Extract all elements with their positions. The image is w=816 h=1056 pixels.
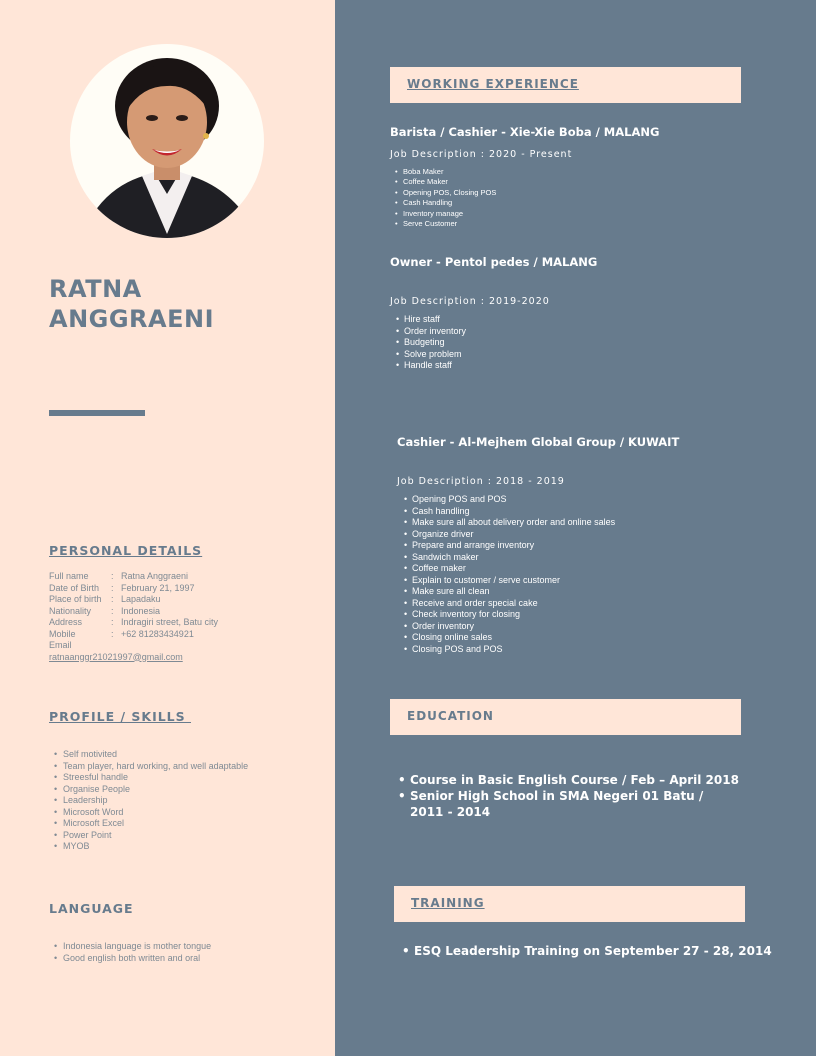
left-column <box>0 0 335 1056</box>
training-heading: TRAINING <box>411 896 485 910</box>
education-banner <box>390 699 741 735</box>
list-item: • Boba Maker <box>395 167 496 177</box>
list-item: • Self motivited <box>54 749 248 761</box>
job-description: Job Description : 2018 - 2019 <box>397 476 565 487</box>
list-item: • Organise People <box>54 784 248 796</box>
list-item: • Cash handling <box>404 506 615 518</box>
detail-row: Mobile : +62 81283434921 <box>49 628 194 639</box>
experience-banner <box>390 67 741 103</box>
list-item: • Closing POS and POS <box>404 644 615 656</box>
experience-heading: WORKING EXPERIENCE <box>407 77 579 91</box>
detail-row: Place of birth : Lapadaku <box>49 594 161 604</box>
list-item: • Streesful handle <box>54 772 248 784</box>
list-item: • Course in Basic English Course / Feb – April 2018 <box>398 772 718 788</box>
name-divider <box>49 410 145 416</box>
job-duties <box>404 494 615 655</box>
list-item: • Microsoft Word <box>54 807 248 819</box>
list-item: • Check inventory for closing <box>404 609 615 621</box>
list-item: • Good english both written and oral <box>54 953 211 965</box>
list-item: • Organize driver <box>404 529 615 541</box>
language-list <box>54 941 211 964</box>
list-item: • Sandwich maker <box>404 552 615 564</box>
list-item: • Hire staff <box>396 314 466 326</box>
detail-row: Full name : Ratna Anggraeni <box>49 571 189 581</box>
list-item: • Coffee maker <box>404 563 615 575</box>
job-description: Job Description : 2019-2020 <box>390 296 550 307</box>
job-title: Barista / Cashier - Xie-Xie Boba / MALANG <box>390 125 660 139</box>
skills-list <box>54 749 248 853</box>
list-item: • Inventory manage <box>395 209 496 219</box>
list-item: • Leadership <box>54 795 248 807</box>
job-title: Cashier - Al-Mejhem Global Group / KUWAIT <box>397 435 680 449</box>
list-item: • Budgeting <box>396 337 466 349</box>
candidate-name <box>49 274 214 334</box>
list-item: • Cash Handling <box>395 198 496 208</box>
job-duties <box>395 167 496 229</box>
detail-row: Date of Birth : February 21, 1997 <box>49 582 195 593</box>
list-item: • Microsoft Excel <box>54 818 248 830</box>
list-item: • Senior High School in SMA Negeri 01 Batu / 2011 - 2014 <box>398 788 718 820</box>
list-item: • Order inventory <box>396 326 466 338</box>
education-list <box>398 772 739 820</box>
list-item: • Receive and order special cake <box>404 598 615 610</box>
list-item: • Coffee Maker <box>395 177 496 187</box>
language-heading: LANGUAGE <box>49 901 134 916</box>
list-item: • Explain to customer / serve customer <box>404 575 615 587</box>
personal-details <box>49 571 218 663</box>
job-title: Owner - Pentol pedes / MALANG <box>390 255 598 269</box>
list-item: • Opening POS, Closing POS <box>395 188 496 198</box>
list-item: • Order inventory <box>404 621 615 633</box>
list-item: • Closing online sales <box>404 632 615 644</box>
job-duties <box>396 314 466 372</box>
list-item: • MYOB <box>54 841 248 853</box>
right-column <box>335 0 816 1056</box>
training-banner <box>394 886 745 922</box>
email-link[interactable]: ratnaanggr21021997@gmail.com <box>49 651 183 662</box>
personal-details-heading: PERSONAL DETAILS <box>49 543 203 558</box>
first-name: RATNA <box>49 275 142 303</box>
list-item: • Power Point <box>54 830 248 842</box>
training-list <box>402 943 772 959</box>
list-item: • Solve problem <box>396 349 466 361</box>
list-item: • ESQ Leadership Training on September 27 - 28, 2014 <box>402 943 772 959</box>
list-item: • Serve Customer <box>395 219 496 229</box>
skills-heading: PROFILE / SKILLS <box>49 709 191 724</box>
list-item: • Make sure all about delivery order and online sales <box>404 517 615 529</box>
education-heading: EDUCATION <box>407 709 494 723</box>
list-item: • Handle staff <box>396 360 466 372</box>
detail-row: Address : Indragiri street, Batu city <box>49 617 219 627</box>
last-name: ANGGRAENI <box>49 305 215 333</box>
list-item: • Prepare and arrange inventory <box>404 540 615 552</box>
email-label: Email <box>49 640 72 650</box>
list-item: • Indonesia language is mother tongue <box>54 941 211 953</box>
list-item: • Opening POS and POS <box>404 494 615 506</box>
list-item: • Make sure all clean <box>404 586 615 598</box>
profile-photo <box>70 44 264 238</box>
detail-row: Nationality : Indonesia <box>49 605 161 616</box>
job-description: Job Description : 2020 - Present <box>390 149 573 160</box>
list-item: • Team player, hard working, and well adaptable <box>54 761 248 773</box>
